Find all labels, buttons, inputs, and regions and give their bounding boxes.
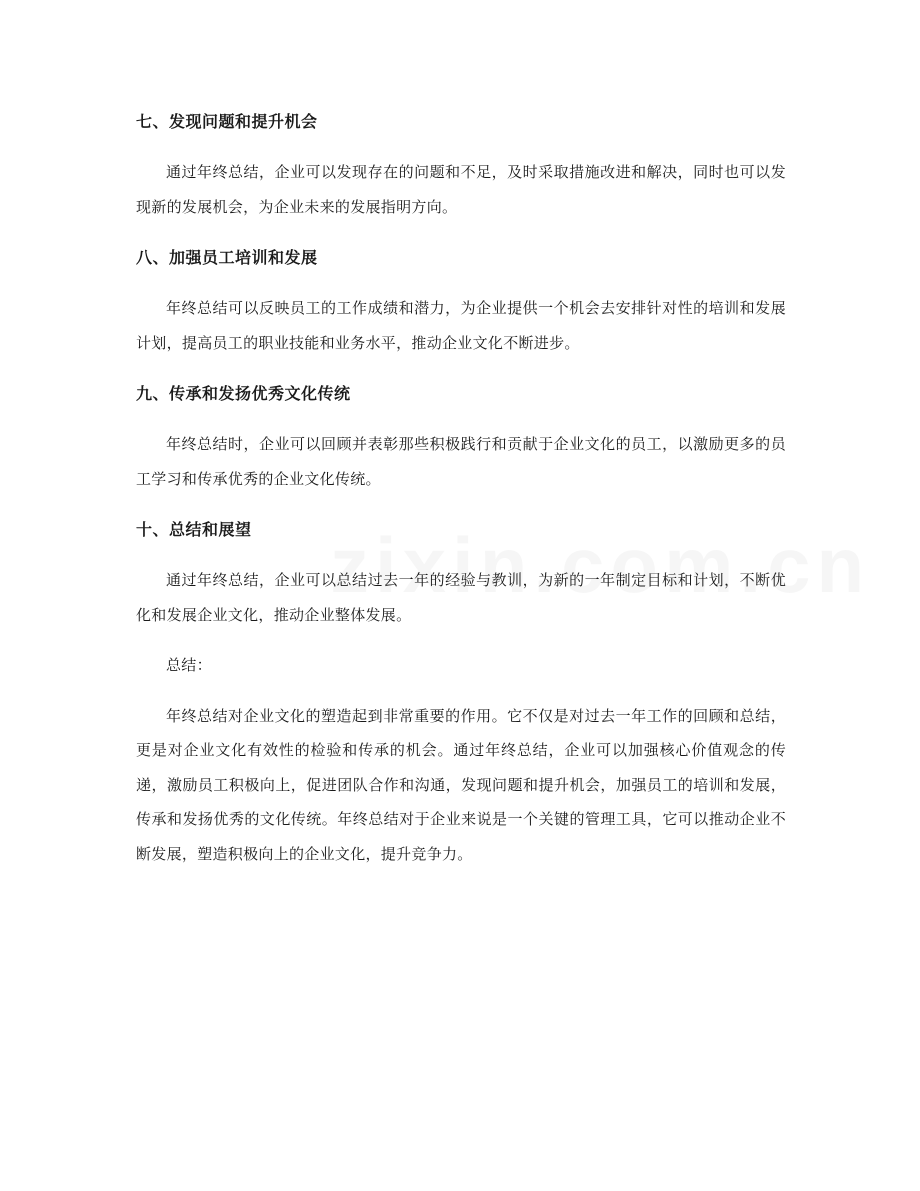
summary-label: 总结： — [166, 656, 212, 674]
section-heading-9: 九、传承和发扬优秀文化传统 — [136, 384, 351, 403]
document-body — [136, 104, 786, 871]
section-8-paragraph: 年终总结可以反映员工的工作成绩和潜力，为企业提供一个机会去安排针对性的培训和发展计划，提高员工的职业技能和业务水平，推动企业文化不断进步。 — [136, 299, 786, 352]
section-10-paragraph: 通过年终总结，企业可以总结过去一年的经验与教训，为新的一年制定目标和计划，不断优化和发展企业文化，推动企业整体发展。 — [136, 571, 786, 624]
section-heading-7: 七、发现问题和提升机会 — [136, 112, 318, 131]
section-9-paragraph: 年终总结时，企业可以回顾并表彰那些积极践行和贡献于企业文化的员工，以激励更多的员工学习和传承优秀的企业文化传统。 — [136, 435, 786, 488]
section-heading-10: 十、总结和展望 — [136, 520, 252, 539]
section-7-paragraph: 通过年终总结，企业可以发现存在的问题和不足，及时采取措施改进和解决，同时也可以发现新的发展机会，为企业未来的发展指明方向。 — [136, 163, 786, 216]
summary-paragraph: 年终总结对企业文化的塑造起到非常重要的作用。它不仅是对过去一年工作的回顾和总结，更是对企业文化有效性的检验和传承的机会。通过年终总结，企业可以加强核心价值观念的传递，激励员工积极向上，促进团队合作和沟通，发现问题和提升机会，加强员工的培训和发展，传承和发扬优秀的文化传统。年终总结对于企业来说是一个关键的管理工具，它可以推动企业不断发展，塑造积极向上的企业文化，提升竞争力。 — [136, 706, 786, 863]
section-heading-8: 八、加强员工培训和发展 — [136, 248, 318, 267]
